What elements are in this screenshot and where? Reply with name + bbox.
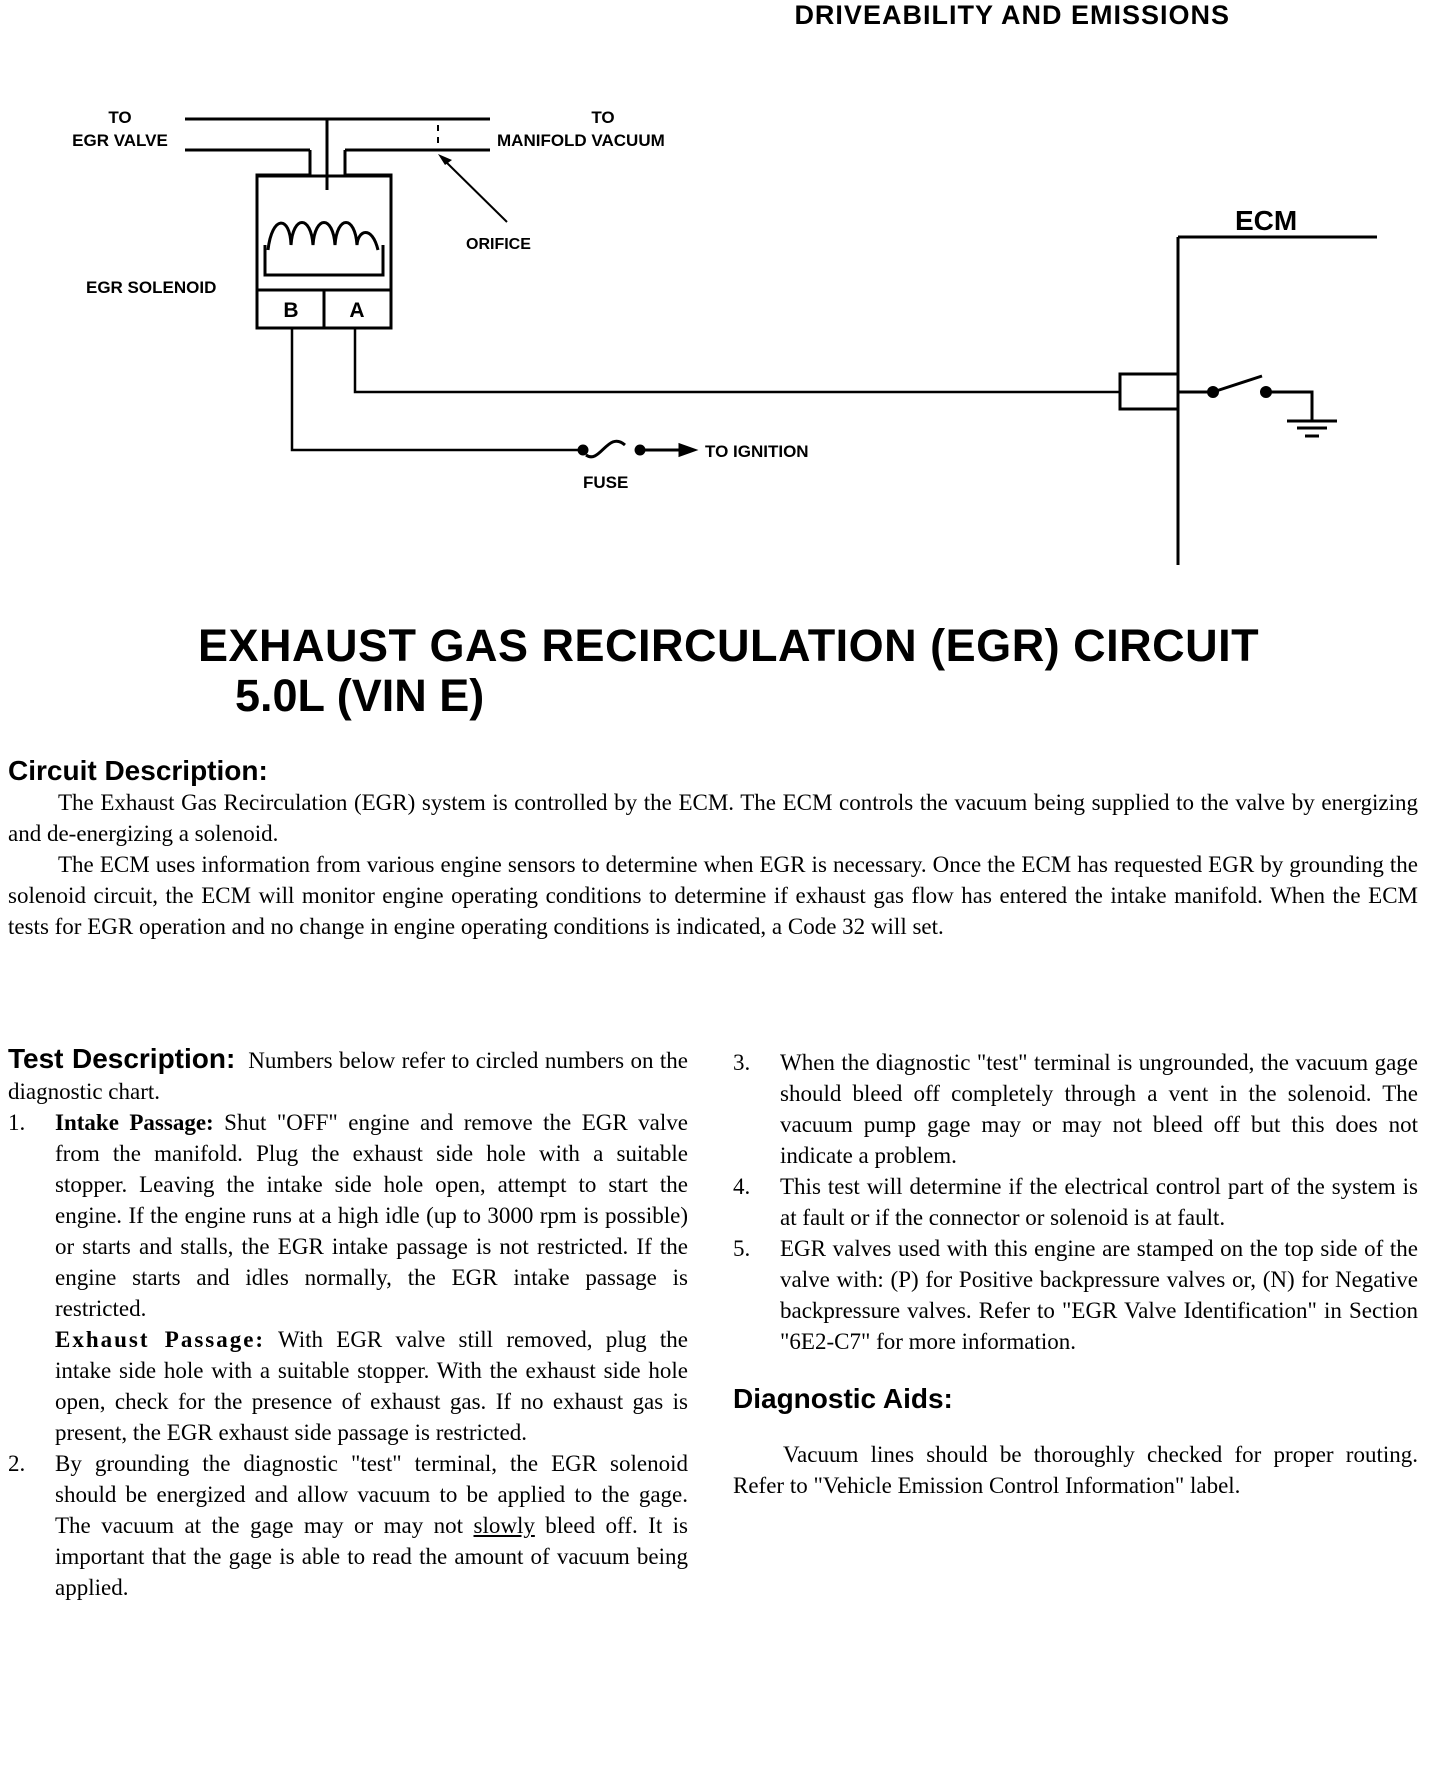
solenoid-coil xyxy=(268,223,378,251)
wire-terminal-b-fuse xyxy=(292,328,578,450)
label-egr-solenoid: EGR SOLENOID xyxy=(86,278,217,297)
test-item-5 xyxy=(733,1233,1418,1357)
label-to-manifold-1: TO xyxy=(591,108,615,127)
port-right xyxy=(345,150,391,213)
label-terminal-a: A xyxy=(349,299,365,322)
test-item-4 xyxy=(733,1171,1418,1233)
page-section-header: DRIVEABILITY AND EMISSIONS xyxy=(794,0,1230,30)
test-item-4-text: This test will determine if the electrical control part of the system is at fault or if the connector or solenoid is at fault. xyxy=(780,1174,1418,1230)
ecm-switch-blade xyxy=(1213,376,1262,392)
test-description-continued xyxy=(733,1047,1418,1501)
page-title xyxy=(198,620,1259,722)
test-item-1 xyxy=(8,1107,688,1448)
circuit-description-heading: Circuit Description: xyxy=(8,755,268,786)
exhaust-passage-text: With EGR valve still removed, plug the intake side hole with a suitable stopper. With the exhaust side hole open, check for the presence of exhaust gas. If no exhaust gas is present, the EGR exhaust side passage is restricted. xyxy=(55,1327,689,1445)
diagnostic-aids-heading: Diagnostic Aids: xyxy=(733,1383,953,1414)
label-to-ignition: TO IGNITION xyxy=(705,442,809,461)
test-description-intro: Numbers below refer to circled numbers on the diagnostic chart. xyxy=(8,1048,689,1104)
circuit-description xyxy=(8,755,1418,942)
label-to-egr-1: TO xyxy=(108,108,132,127)
test-item-3-text: When the diagnostic "test" terminal is ungrounded, the vacuum gage should bleed off completely through a vent in the solenoid. The vacuum pump gage may or may not bleed off but this does not indicate a problem. xyxy=(780,1050,1418,1168)
title-line-2: 5.0L (VIN E) xyxy=(235,670,485,721)
label-ecm: ECM xyxy=(1235,205,1298,236)
test-item-3 xyxy=(733,1047,1418,1171)
test-item-2-underlined: slowly xyxy=(473,1513,535,1538)
test-item-number: 2. xyxy=(8,1451,26,1476)
test-description-heading: Test Description: xyxy=(8,1043,236,1074)
circuit-description-p2: The ECM uses information from various engine sensors to determine when EGR is necessary. Once the ECM has requested EGR by grounding the solenoid circuit, the ECM will monitor engine operating conditions to determine if exhaust gas flow has entered the intake manifold. When the ECM tests for EGR operation and no change in engine operating conditions is indicated, a Code 32 will set. xyxy=(8,852,1418,939)
test-item-5-text: EGR valves used with this engine are stamped on the top side of the valve with: (P) for Positive backpressure valves or, (N) for Negative backpressure valves. Refer to "EGR Valve Identification" in Section "6E2-C7" for more information. xyxy=(780,1236,1418,1354)
title-line-1: EXHAUST GAS RECIRCULATION (EGR) CIRCUIT xyxy=(198,620,1260,671)
intake-passage-label: Intake Passage: xyxy=(55,1110,214,1135)
wire-terminal-a-ecm xyxy=(355,328,1120,392)
test-item-2-text-after: bleed off. It is important that the gage is able to read the amount of vacuum being applied. xyxy=(55,1513,688,1600)
label-to-egr-2: EGR VALVE xyxy=(72,131,168,150)
label-to-manifold-2: MANIFOLD VACUUM xyxy=(497,131,665,150)
label-terminal-b: B xyxy=(283,299,299,322)
label-orifice: ORIFICE xyxy=(466,236,531,253)
exhaust-passage-label: Exhaust Passage: xyxy=(55,1327,266,1352)
test-item-2 xyxy=(8,1448,688,1603)
intake-passage-text: Shut "OFF" engine and remove the EGR valve from the manifold. Plug the exhaust side hole with a suitable stopper. Leaving the intake side hole open, attempt to start the engine. If the engine runs at a high idle (up to 3000 rpm is possible) or starts and stalls, the EGR intake passage is not restricted. If the engine starts and idles normally, the EGR intake passage is restricted. xyxy=(55,1110,688,1321)
test-item-number: 4. xyxy=(733,1174,751,1199)
diagnostic-aids-text: Vacuum lines should be thoroughly checked for proper routing. Refer to "Vehicle Emission Control Information" label. xyxy=(733,1442,1418,1498)
coil-frame xyxy=(265,245,383,275)
test-item-number: 3. xyxy=(733,1050,751,1075)
ecm-connector xyxy=(1120,374,1178,409)
test-item-number: 5. xyxy=(733,1236,751,1261)
fuse-symbol xyxy=(586,441,625,457)
egr-circuit-diagram xyxy=(0,60,1440,580)
test-description xyxy=(8,1043,688,1603)
test-item-2-text-before: By grounding the diagnostic "test" terminal, the EGR solenoid should be energized and allow vacuum to be applied to the gage. The vacuum at the gage may or may not xyxy=(55,1451,688,1538)
circuit-description-p1: The Exhaust Gas Recirculation (EGR) system is controlled by the ECM. The ECM controls the vacuum being supplied to the valve by energizing and de-energizing a solenoid. xyxy=(8,790,1418,846)
label-fuse: FUSE xyxy=(583,473,629,492)
port-left xyxy=(257,150,310,213)
test-item-number: 1. xyxy=(8,1110,26,1135)
